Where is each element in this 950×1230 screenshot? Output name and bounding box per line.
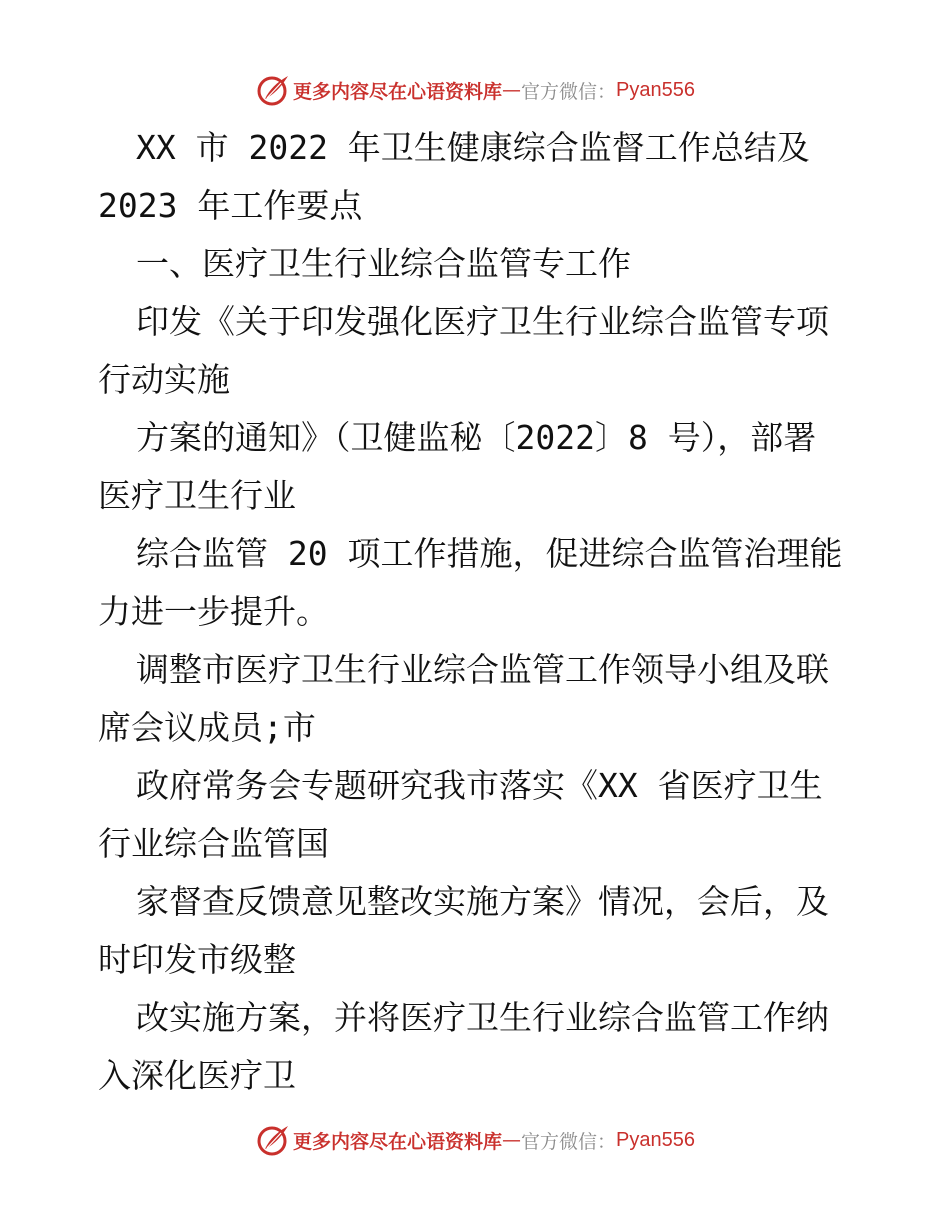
paragraph-line: 一、医疗卫生行业综合监管专工作 — [136, 244, 631, 283]
paragraph-line: 调整市医疗卫生行业综合监管工作领导小组及联 — [136, 650, 829, 689]
paragraph-line: 行业综合监管国 — [98, 824, 329, 863]
paragraph-line: 改实施方案，并将医疗卫生行业综合监管工作纳 — [136, 998, 829, 1037]
paragraph-line: 印发《关于印发强化医疗卫生行业综合监管专项 — [136, 302, 829, 341]
document-title-line: 2023 年工作要点 — [98, 186, 363, 225]
watermark-header — [0, 68, 950, 112]
document-title-line: XX 市 2022 年卫生健康综合监督工作总结及 — [136, 128, 810, 167]
watermark-dash: — — [502, 79, 522, 101]
paragraph-line: 行动实施 — [98, 360, 230, 399]
watermark-label: 官方微信： — [521, 1130, 617, 1153]
paragraph-line: 时印发市级整 — [98, 940, 296, 979]
paragraph-line: 综合监管 20 项工作措施，促进综合监管治理能 — [136, 534, 843, 573]
watermark-label: 官方微信： — [521, 80, 617, 103]
watermark-dash: — — [502, 1129, 522, 1151]
paragraph-line: 医疗卫生行业 — [98, 476, 296, 515]
document-body — [98, 119, 858, 1105]
paragraph-line: 席会议成员;市 — [98, 708, 316, 747]
paragraph-line: 力进一步提升。 — [98, 592, 329, 631]
feather-logo-icon — [255, 1122, 291, 1158]
feather-logo-icon — [255, 72, 291, 108]
watermark-title: 更多内容尽在心语资料库 — [293, 80, 503, 103]
watermark-wechat-id: Pyan556 — [616, 1128, 695, 1151]
watermark-wechat-id: Pyan556 — [616, 78, 695, 101]
watermark-title: 更多内容尽在心语资料库 — [293, 1130, 503, 1153]
watermark-footer — [0, 1118, 950, 1162]
paragraph-line: 家督查反馈意见整改实施方案》情况，会后，及 — [136, 882, 829, 921]
paragraph-line: 入深化医疗卫 — [98, 1056, 296, 1095]
paragraph-line: 方案的通知》（卫健监秘〔2022〕8 号），部署 — [136, 418, 817, 457]
paragraph-line: 政府常务会专题研究我市落实《XX 省医疗卫生 — [136, 766, 823, 805]
